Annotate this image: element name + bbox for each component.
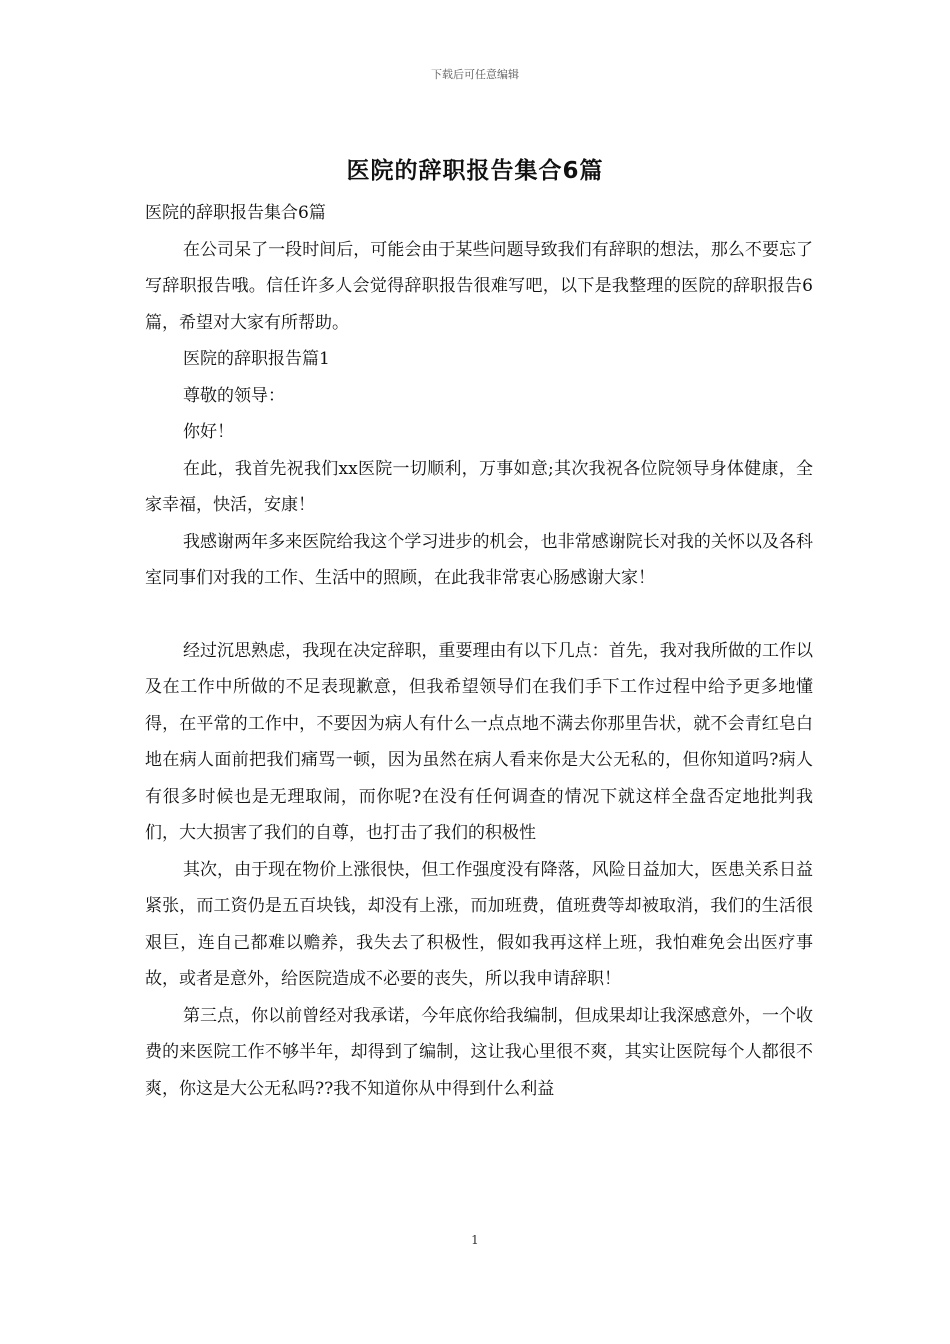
body-paragraph: 经过沉思熟虑，我现在决定辞职，重要理由有以下几点：首先，我对我所做的工作以及在工作中所做的不足表现歉意，但我希望领导们在我们手下工作过程中给予更多地懂得，在平常的工作中，不要因为病人有什么一点点地不满去你那里告状，就不会青红皂白地在病人面前把我们痛骂一顿，因为虽然在病人看来你是大公无私的，但你知道吗?病人有很多时候也是无理取闹，而你呢?在没有任何调查的情况下就这样全盘否定地批判我们，大大损害了我们的自尊，也打击了我们的积极性 bbox=[145, 640, 813, 843]
paragraph-gap bbox=[145, 597, 813, 633]
greeting: 你好！ bbox=[183, 422, 234, 442]
intro-paragraph: 在公司呆了一段时间后，可能会由于某些问题导致我们有辞职的想法，那么不要忘了写辞职报告哦。信任许多人会觉得辞职报告很难写吧，以下是我整理的医院的辞职报告6篇，希望对大家有所帮助。 bbox=[145, 239, 813, 333]
section-heading: 医院的辞职报告篇1 bbox=[183, 349, 330, 369]
page-number: 1 bbox=[471, 1233, 479, 1247]
body-paragraph: 其次，由于现在物价上涨很快，但工作强度没有降落，风险日益加大，医患关系日益紧张，而工资仍是五百块钱，却没有上涨，而加班费，值班费等却被取消，我们的生活很艰巨，连自己都难以赡养，我失去了积极性，假如我再这样上班，我怕难免会出医疗事故，或者是意外，给医院造成不必要的丧失，所以我申请辞职！ bbox=[145, 859, 813, 989]
body-paragraph: 我感谢两年多来医院给我这个学习进步的机会，也非常感谢院长对我的关怀以及各科室同事们对我的工作、生活中的照顾，在此我非常衷心肠感谢大家！ bbox=[145, 531, 813, 588]
body-paragraph: 在此，我首先祝我们xx医院一切顺利，万事如意;其次我祝各位院领导身体健康，全家幸福，快活，安康！ bbox=[145, 458, 813, 515]
document-body bbox=[145, 195, 813, 1107]
header-note: 下载后可任意编辑 bbox=[431, 68, 519, 81]
salutation: 尊敬的领导： bbox=[183, 385, 285, 406]
body-paragraph: 第三点，你以前曾经对我承诺，今年底你给我编制，但成果却让我深感意外，一个收费的来医院工作不够半年，却得到了编制，这让我心里很不爽，其实让医院每个人都很不爽，你这是大公无私吗??我不知道你从中得到什么利益 bbox=[145, 1005, 813, 1099]
subtitle-line: 医院的辞职报告集合6篇 bbox=[145, 203, 326, 223]
document-title: 医院的辞职报告集合6篇 bbox=[346, 158, 604, 184]
